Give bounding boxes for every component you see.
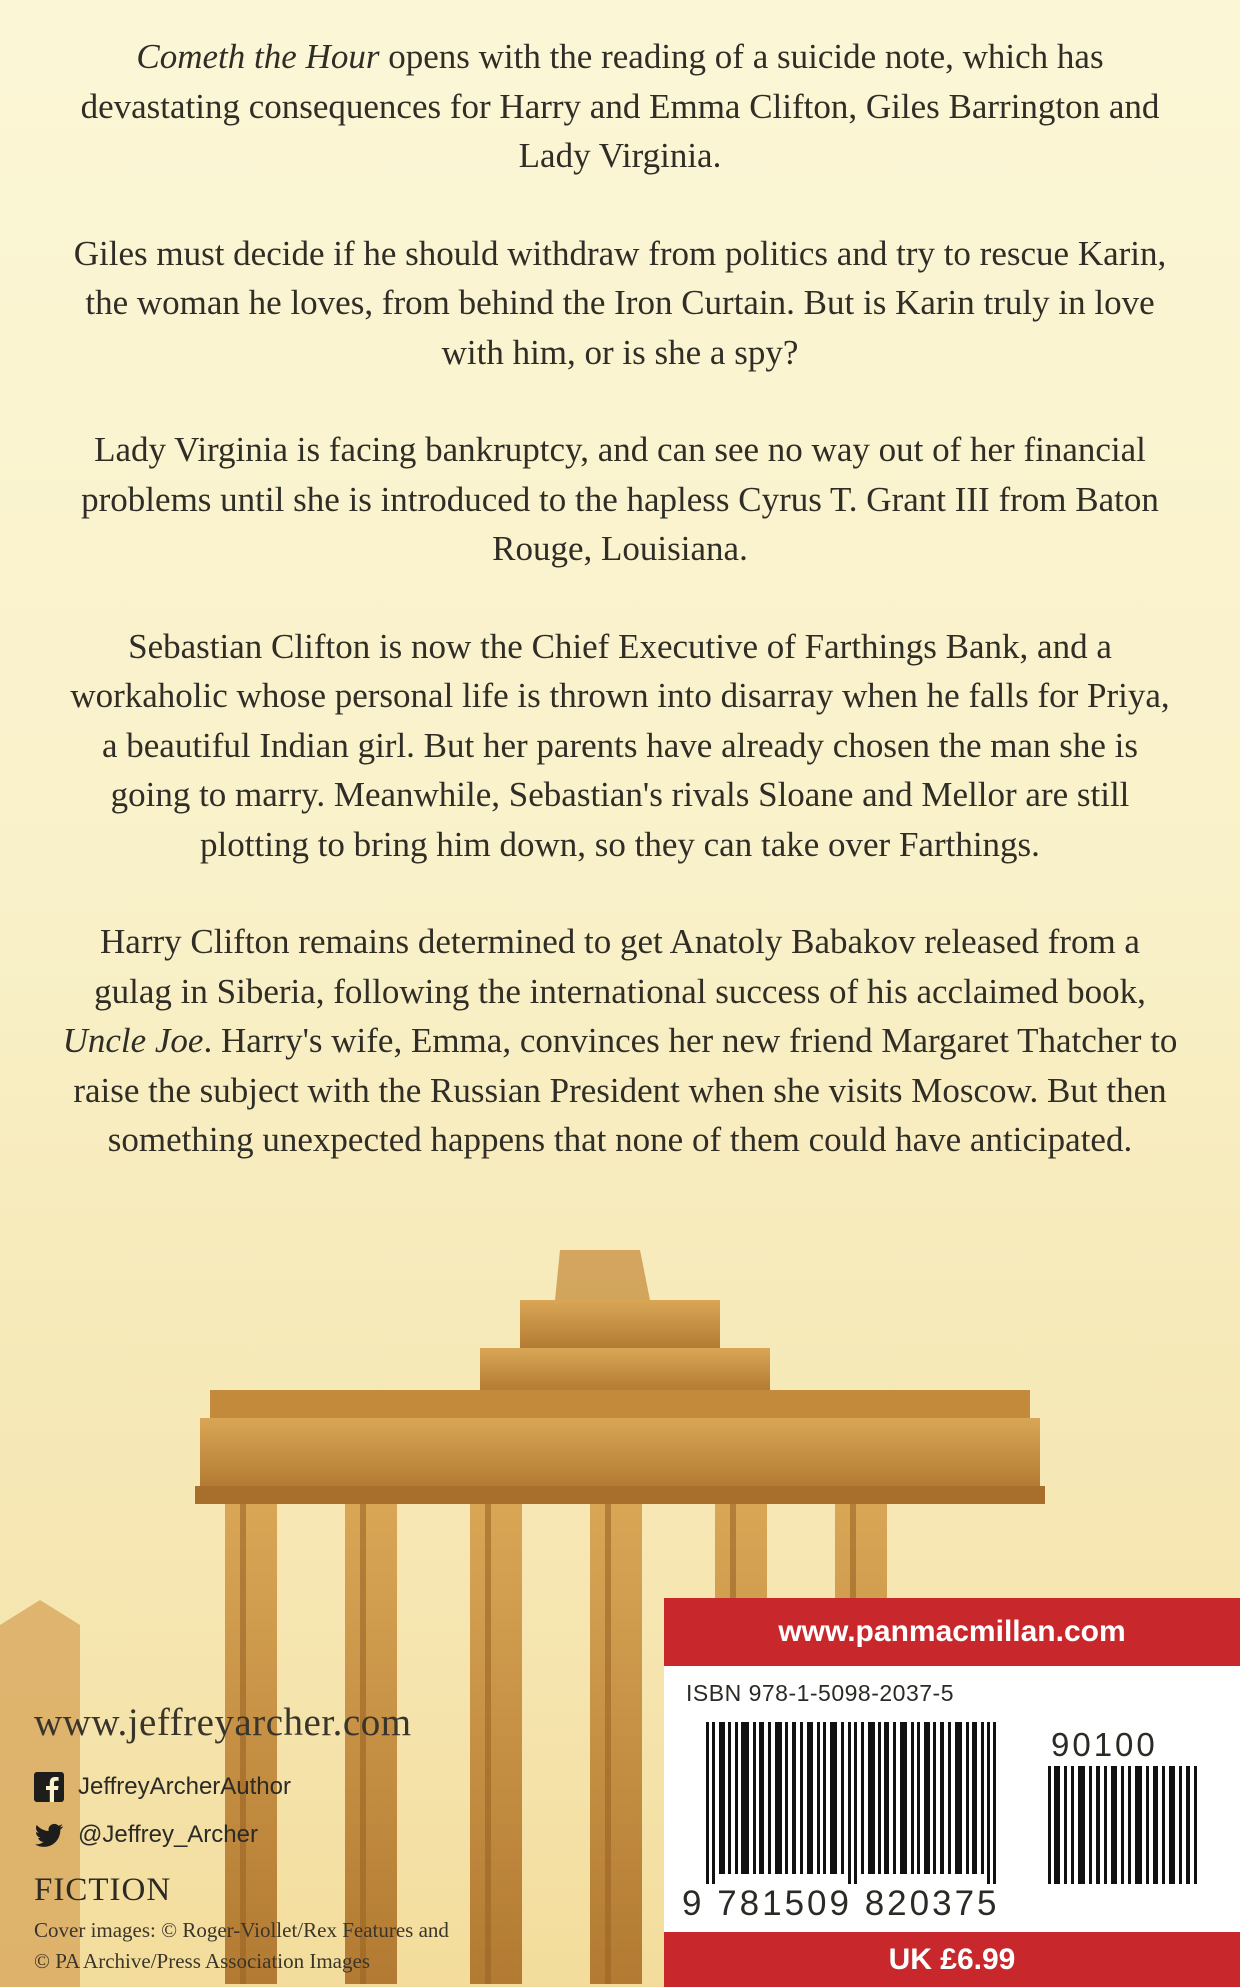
barcode-digits: 9 781509 820375 — [682, 1884, 1000, 1923]
blurb-paragraph-2: Giles must decide if he should withdraw from politics and try to rescue Karin, the woman he loves, from behind the Iron Curtain. But is Karin truly in love with him, or is she a spy? — [73, 233, 1167, 372]
publisher-website[interactable]: www.panmacmillan.com — [664, 1598, 1240, 1666]
credit-line: Cover images: © Roger-Viollet/Rex Features and — [34, 1918, 449, 1942]
cover-credits — [34, 1915, 449, 1977]
twitter-bird-icon — [34, 1820, 64, 1850]
book-title: Cometh the Hour — [136, 37, 380, 76]
blurb-text: opens with the reading of a suicide note, which has devastating consequences for Harry and Emma Clifton, Giles Barrington and Lady Virginia. — [80, 37, 1160, 175]
author-website[interactable]: www.jeffreyarcher.com — [34, 1701, 412, 1744]
blurb-paragraph-5 — [60, 917, 1180, 1165]
twitter-link[interactable] — [34, 1820, 258, 1850]
genre-label: FICTION — [34, 1872, 172, 1908]
barcode-panel — [664, 1598, 1240, 1987]
twitter-handle: @Jeffrey_Archer — [78, 1821, 258, 1848]
ean-barcode — [686, 1722, 1026, 1884]
blurb-text: Harry Clifton remains determined to get Anatoly Babakov released from a gulag in Siberia, following the international success of his acclaimed book, — [94, 922, 1146, 1011]
facebook-handle: JeffreyArcherAuthor — [78, 1773, 291, 1800]
price-label: UK £6.99 — [664, 1932, 1240, 1987]
addon-barcode — [1040, 1766, 1220, 1884]
blurb-text: . Harry's wife, Emma, convinces her new friend Margaret Thatcher to raise the subject with the Russian President when she visits Moscow. But then something unexpected happens that none of them could have anticipated. — [73, 1021, 1178, 1159]
barcode-area — [664, 1666, 1240, 1932]
blurb — [60, 32, 1180, 1213]
facebook-link[interactable] — [34, 1772, 291, 1802]
isbn-text: ISBN 978-1-5098-2037-5 — [686, 1680, 954, 1706]
blurb-paragraph-1 — [60, 32, 1180, 181]
facebook-icon — [34, 1772, 64, 1802]
blurb-paragraph-3: Lady Virginia is facing bankruptcy, and can see no way out of her financial problems until she is introduced to the hapless Cyrus T. Grant III from Baton Rouge, Louisiana. — [81, 430, 1159, 568]
price-code: 90100 — [1051, 1726, 1158, 1763]
credit-line: © PA Archive/Press Association Images — [34, 1949, 370, 1973]
blurb-paragraph-4: Sebastian Clifton is now the Chief Executive of Farthings Bank, and a workaholic whose personal life is thrown into disarray when he falls for Priya, a beautiful Indian girl. But her parents have already chosen the man she is going to marry. Meanwhile, Sebastian's rivals Sloane and Mellor are still plotting to bring him down, so they can take over Farthings. — [70, 626, 1170, 864]
book-reference: Uncle Joe — [62, 1021, 204, 1060]
